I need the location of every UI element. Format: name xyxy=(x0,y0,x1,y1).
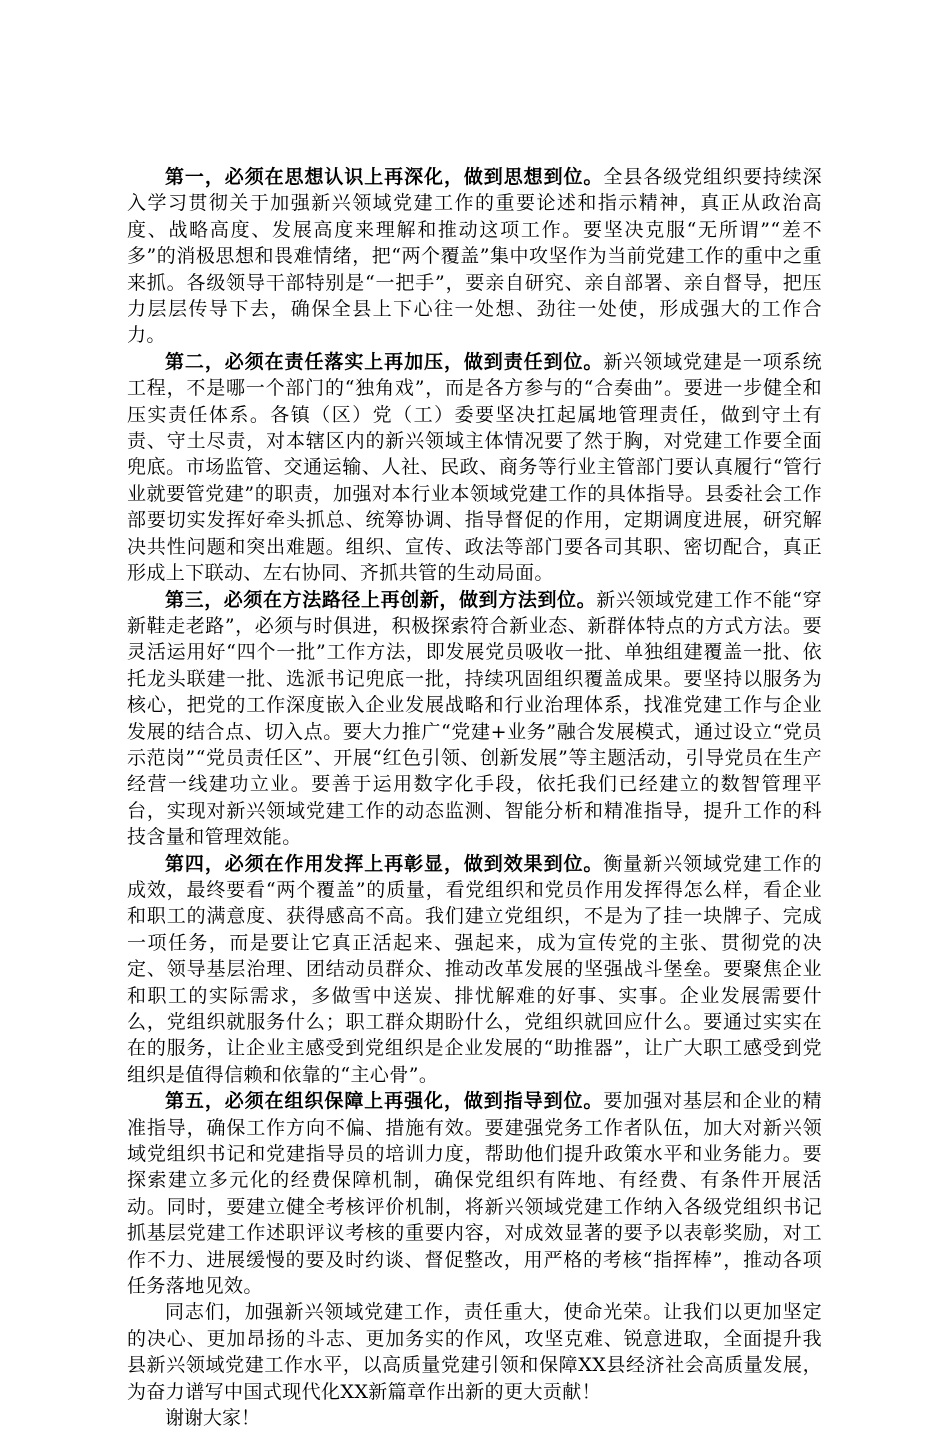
paragraph-lead: 第五，必须在组织保障上再强化，做到指导到位。 xyxy=(165,1090,604,1113)
paragraph-conclusion xyxy=(127,1299,822,1405)
paragraph-fifth-point xyxy=(127,1088,822,1299)
paragraph-lead: 第四，必须在作用发挥上再彰显，做到效果到位。 xyxy=(165,852,604,875)
paragraph-lead: 第一，必须在思想认识上再深化，做到思想到位。 xyxy=(165,166,604,188)
closing-thanks: 谢谢大家！ xyxy=(165,1407,261,1430)
document-body xyxy=(127,164,822,1432)
paragraph-text: 要加强对基层和企业的精准指导，确保工作方向不偏、措施有效。要建强党务工作者队伍，加大对新兴领域党组织书记和党建指导员的培训力度，帮助他们提升政策水平和业务能力。要探索建立多元化的经费保障机制，确保党组织有阵地、有经费、有条件开展活动。同时，要建立健全考核评价机制，将新兴领域党建工作纳入各级党组织书记抓基层党建工作述职评议考核的重要内容，对成效显著的要予以表彰奖励，对工作不力、进展缓慢的要及时约谈、督促整改，用严格的考核“指挥棒”，推动各项任务落地见效。 xyxy=(127,1090,822,1298)
paragraph-text: 衡量新兴领域党建工作的成效，最终要看“两个覆盖”的质量，看党组织和党员作用发挥得怎么样，看企业和职工的满意度、获得感高不高。我们建立党组织，不是为了挂一块牌子、完成一项任务，而是要让它真正活起来、强起来，成为宣传党的主张、贯彻党的决定、领导基层治理、团结动员群众、推动改革发展的坚强战斗堡垒。要聚焦企业和职工的实际需求，多做雪中送炭、排忧解难的好事、实事。企业发展需要什么，党组织就服务什么；职工群众期盼什么，党组织就回应什么。要通过实实在在的服务，让企业主感受到党组织是企业发展的“助推器”，让广大职工感受到党组织是值得信赖和依靠的“主心骨”。 xyxy=(127,852,822,1086)
paragraph-first-point xyxy=(127,164,822,349)
paragraph-text: 全县各级党组织要持续深入学习贯彻关于加强新兴领域党建工作的重要论述和指示精神，真正从政治高度、战略高度、发展高度来理解和推动这项工作。要坚决克服“无所谓”“差不多”的消极思想和畏难情绪，把“两个覆盖”集中攻坚作为当前党建工作的重中之重来抓。各级领导干部特别是“一把手”，要亲自研究、亲自部署、亲自督导，把压力层层传导下去，确保全县上下心往一处想、劲往一处使，形成强大的工作合力。 xyxy=(127,166,822,347)
paragraph-text: 新兴领域党建工作不能“穿新鞋走老路”，必须与时俱进，积极探索符合新业态、新群体特点的方式方法。要灵活运用好“四个一批”工作方法，即发展党员吸收一批、单独组建覆盖一批、依托龙头联建一批、选派书记兜底一批，持续巩固组织覆盖成果。要坚持以服务为核心，把党的工作深度嵌入企业发展战略和行业治理体系，找准党建工作与企业发展的结合点、切入点。要大力推广“党建+业务”融合发展模式，通过设立“党员示范岗”“党员责任区”、开展“红色引领、创新发展”等主题活动，引导党员在生产经营一线建功立业。要善于运用数字化手段，依托我们已经建立的数智管理平台，实现对新兴领域党建工作的动态监测、智能分析和精准指导，提升工作的科技含量和管理效能。 xyxy=(127,588,822,849)
paragraph-lead: 第三，必须在方法路径上再创新，做到方法到位。 xyxy=(165,588,597,611)
paragraph-lead: 第二，必须在责任落实上再加压，做到责任到位。 xyxy=(165,350,604,373)
paragraph-third-point xyxy=(127,587,822,851)
paragraph-text: 新兴领域党建是一项系统工程，不是哪一个部门的“独角戏”，而是各方参与的“合奏曲”。要进一步健全和压实责任体系。各镇（区）党（工）委要坚决扛起属地管理责任，做到守土有责、守土尽责，对本辖区内的新兴领域主体情况要了然于胸，对党建工作要全面兜底。市场监管、交通运输、人社、民政、商务等行业主管部门要认真履行“管行业就要管党建”的职责，加强对本行业本领域党建工作的具体指导。县委社会工作部要切实发挥好牵头抓总、统筹协调、指导督促的作用，定期调度进展，研究解决共性问题和突出难题。组织、宣传、政法等部门要各司其职、密切配合，真正形成上下联动、左右协同、齐抓共管的生动局面。 xyxy=(127,350,822,585)
paragraph-second-point xyxy=(127,349,822,587)
paragraph-text: 同志们，加强新兴领域党建工作，责任重大，使命光荣。让我们以更加坚定的决心、更加昂扬的斗志、更加务实的作风，攻坚克难、锐意进取，全面提升我县新兴领域党建工作水平，以高质量党建引领和保障XX县经济社会高质量发展，为奋力谱写中国式现代化XX新篇章作出新的更大贡献！ xyxy=(127,1301,822,1403)
paragraph-fourth-point xyxy=(127,851,822,1089)
